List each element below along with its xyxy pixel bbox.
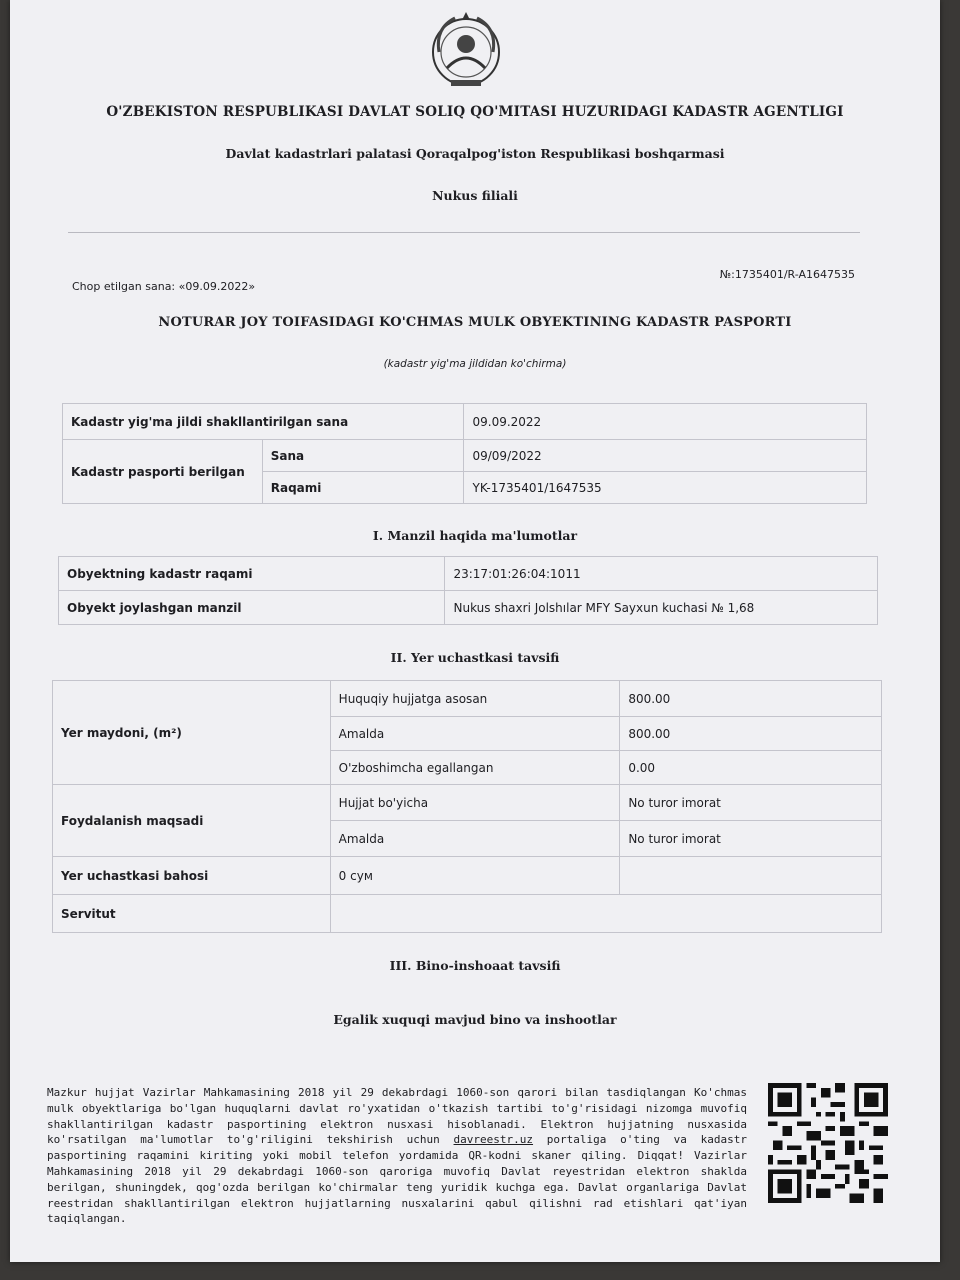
document-subtitle: (kadastr yig'ma jildidan ko'chirma) xyxy=(383,358,567,370)
issue-date-value: 09/09/2022 xyxy=(464,440,867,472)
print-date: Chop etilgan sana: «09.09.2022» xyxy=(72,280,256,293)
usage-actual-label: Amalda xyxy=(330,821,620,857)
section-2-title: II. Yer uchastkasi tavsifi xyxy=(390,650,560,665)
chamber-heading: Davlat kadastrlari palatasi Qoraqalpog'iston Respublikasi boshqarmasi xyxy=(225,146,725,161)
land-plot-table xyxy=(52,680,882,933)
issue-number-value: YK-1735401/1647535 xyxy=(464,472,867,504)
area-actual-value: 800.00 xyxy=(620,717,882,751)
area-unauthorized-label: O'zboshimcha egallangan xyxy=(330,751,620,785)
address-label: Obyekt joylashgan manzil xyxy=(59,591,445,625)
legal-notice-text: Mazkur hujjat Vazirlar Mahkamasining 2018 yil 29 dekabrdagi 1060-son qarori bilan tasdiqlangan Ko'chmas mulk obyektlariga bo'lgan huquqlarni davlat ro'yxatidan o'tkazish tartibi to'g'risidagi nizomga muvofiq shakllantirilgan kadastr pasportining elektron nusxasi hisoblanadi. Elektron hujjatning nusxasida ko'rsatilgan ma'lumotlar to'g'riligini tekshirish uchun xyxy=(47,1086,747,1147)
table-row xyxy=(63,404,867,440)
area-label: Yer maydoni, (m²) xyxy=(53,681,331,785)
usage-document-label: Hujjat bo'yicha xyxy=(330,785,620,821)
issued-label: Kadastr pasporti berilgan xyxy=(63,440,263,504)
formed-date-value: 09.09.2022 xyxy=(464,404,867,440)
state-emblem-icon xyxy=(425,8,507,98)
address-value: Nukus shaxri Jolshılar MFY Sayxun kuchasi № 1,68 xyxy=(445,591,878,625)
table-row xyxy=(59,591,878,625)
formed-date-label: Kadastr yig'ma jildi shakllantirilgan sana xyxy=(63,404,464,440)
legal-notice xyxy=(47,1085,747,1227)
servitut-value xyxy=(330,895,881,933)
document-sheet xyxy=(10,0,940,1262)
section-1-title: I. Manzil haqida ma'lumotlar xyxy=(372,528,578,543)
cadastral-number-value: 23:17:01:26:04:1011 xyxy=(445,557,878,591)
table-row xyxy=(53,681,882,717)
passport-table xyxy=(62,403,867,504)
davreestr-link[interactable]: davreestr.uz xyxy=(453,1133,534,1147)
section-3-title: III. Bino-inshoaat tavsifi xyxy=(389,958,561,973)
cadastral-number-label: Obyektning kadastr raqami xyxy=(59,557,445,591)
table-row xyxy=(63,440,867,472)
qr-code-icon[interactable] xyxy=(768,1083,888,1203)
table-row xyxy=(59,557,878,591)
legal-notice-text-2: portaliga o'ting va kadastr pasportining raqamini kiriting yoki mobil telefon yordamida QR-kodni skaner qiling. Diqqat! Vazirlar Mahkamasining 2018 yil 29 dekabrdagi 1060-son qaroriga muvofiq Davlat reyestridan elektron shaklda berilgan, shuningdek, qog'ozda berilgan ko'chirmalar teng yuridik kuchga ega. Davlat organlariga Davlat reestridan shakllantirilgan elektron hujjatlarning nusxalarini qabul qilishni rad etishlari qat'iyan taqiqlangan. xyxy=(47,1133,748,1226)
servitut-label: Servitut xyxy=(53,895,331,933)
agency-heading: O'ZBEKISTON RESPUBLIKASI DAVLAT SOLIQ QO'MITASI HUZURIDAGI KADASTR AGENTLIGI xyxy=(106,104,844,120)
area-legal-label: Huquqiy hujjatga asosan xyxy=(330,681,620,717)
usage-document-value: No turor imorat xyxy=(620,785,882,821)
table-row xyxy=(53,857,882,895)
document-number: №:1735401/R-A1647535 xyxy=(719,268,855,281)
branch-heading: Nukus filiali xyxy=(432,188,518,203)
table-row xyxy=(53,895,882,933)
buildings-subtitle: Egalik xuquqi mavjud bino va inshootlar xyxy=(333,1012,617,1027)
area-unauthorized-value: 0.00 xyxy=(620,751,882,785)
price-value: 0 сум xyxy=(330,857,620,895)
table-row xyxy=(53,785,882,821)
issue-date-label: Sana xyxy=(262,440,464,472)
area-legal-value: 800.00 xyxy=(620,681,882,717)
area-actual-label: Amalda xyxy=(330,717,620,751)
header-divider xyxy=(68,232,860,233)
issue-number-label: Raqami xyxy=(262,472,464,504)
document-title: NOTURAR JOY TOIFASIDAGI KO'CHMAS MULK OBYEKTINING KADASTR PASPORTI xyxy=(158,315,792,330)
price-label: Yer uchastkasi bahosi xyxy=(53,857,331,895)
usage-label: Foydalanish maqsadi xyxy=(53,785,331,857)
usage-actual-value: No turor imorat xyxy=(620,821,882,857)
address-table xyxy=(58,556,878,625)
price-empty-cell xyxy=(620,857,882,895)
